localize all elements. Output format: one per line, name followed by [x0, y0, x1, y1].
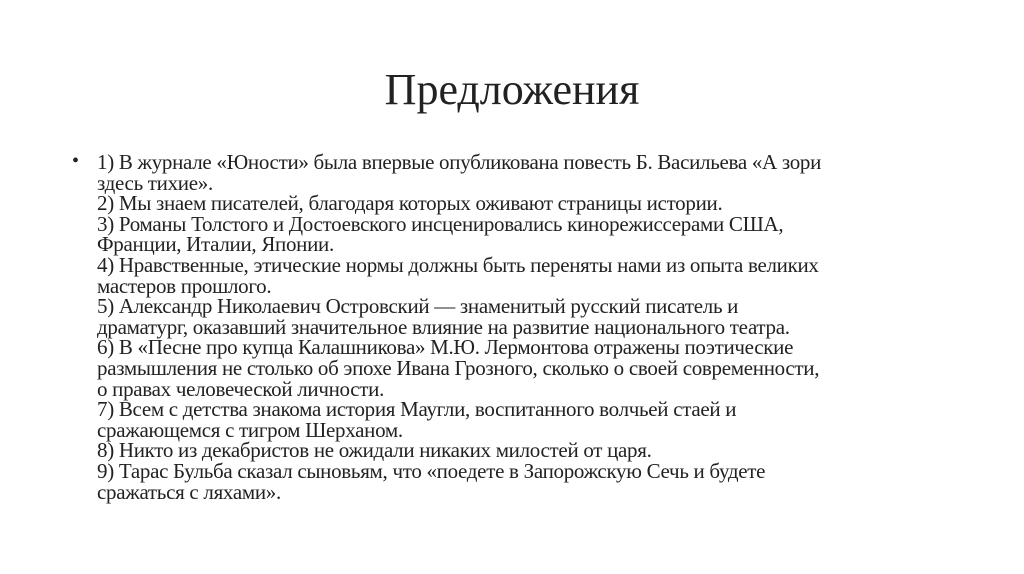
text-line: здесь тихие».: [97, 170, 213, 195]
text-line: драматург, оказавший значительное влияние на развитие национального театра.: [97, 314, 790, 339]
text-line: 3) Романы Толстого и Достоевского инсценировались кинорежиссерами США,: [97, 211, 784, 236]
text-line: размышления не столько об эпохе Ивана Грозного, сколько о своей современности,: [97, 355, 820, 380]
text-line: 9) Тарас Бульба сказал сыновьям, что «поедете в Запорожскую Сечь и будете: [97, 458, 766, 483]
text-line: о правах человеческой личности.: [97, 376, 385, 401]
text-line: сражаться с ляхами».: [97, 479, 281, 504]
text-line: сражающемся с тигром Шерханом.: [97, 417, 403, 442]
text-line: 4) Нравственные, этические нормы должны быть переняты нами из опыта великих: [97, 252, 819, 277]
text-line: 5) Александр Николаевич Островский — знаменитый русский писатель и: [97, 294, 739, 319]
text-line: мастеров прошлого.: [97, 273, 272, 298]
text-line: Франции, Италии, Японии.: [97, 232, 334, 257]
text-line: 1) В журнале «Юности» была впервые опубликована повесть Б. Васильева «А зори: [97, 150, 822, 174]
text-line: 6) В «Песне про купца Калашникова» М.Ю. Лермонтова отражены поэтические: [97, 335, 794, 360]
text-line: 8) Никто из декабристов не ожидали никаких милостей от царя.: [97, 438, 652, 463]
bullet-marker: •: [72, 150, 80, 172]
text-line: 7) Всем с детства знакома история Маугли, воспитанного волчьей стаей и: [97, 397, 737, 422]
sentence-list: [97, 152, 821, 502]
slide-title: Предложения: [384, 65, 640, 114]
text-line: 2) Мы знаем писателей, благодаря которых оживают страницы истории.: [97, 191, 723, 216]
